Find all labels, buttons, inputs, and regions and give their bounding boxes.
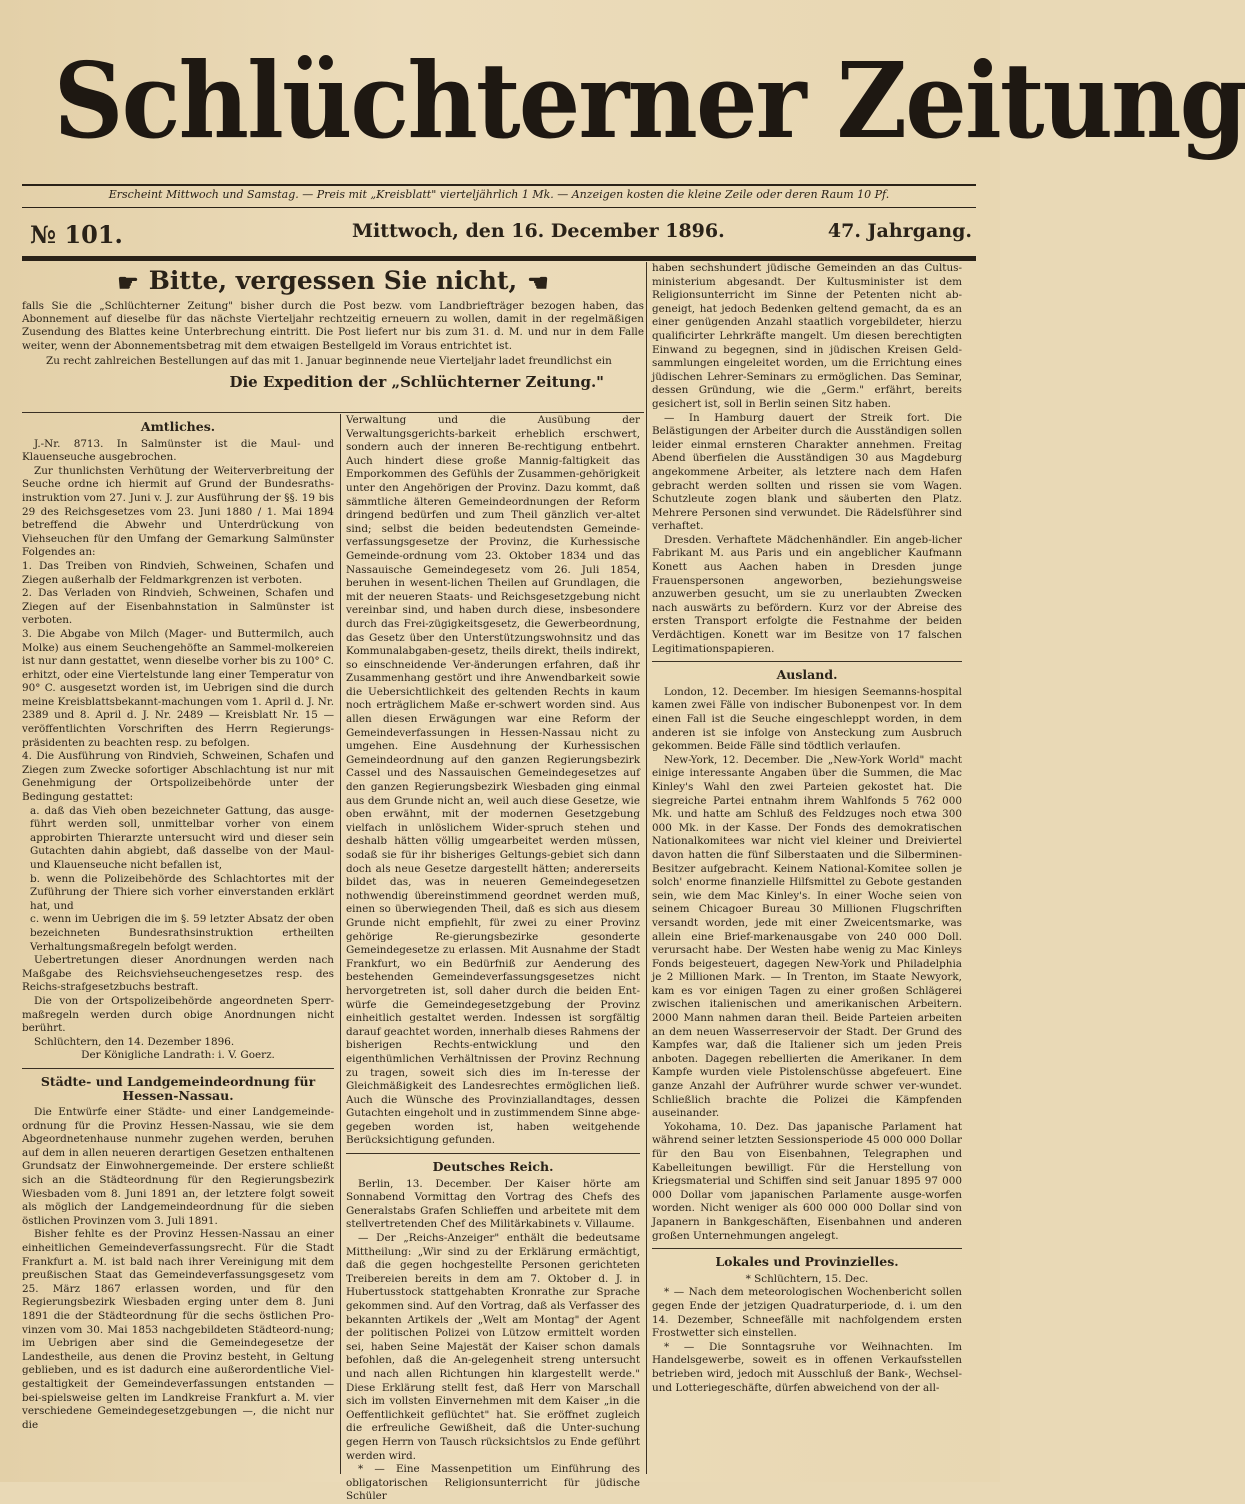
article-paragraph: New-York, 12. December. Die „New-York World" macht einige interessante Angaben über die Summen, die Mac Kinley's Wahl den zwei Parteien gekostet hat. Die siegreiche Partei entnahm ihrem Wahlfonds 5 762 000 Mk. und hatte am Schluß des Feldzuges noch etwa 300 000 Mk. in der Kasse. Der Fonds des demokratischen Nationalkomitees war nicht viel kleiner und Dreiviertel davon hatten die fünf Silberstaaten und die Silberminen-Besitzer aufgebracht. Keinem National-Komitee sollen je solch' enorme finanzielle Hilfsmittel zu Gebote gestanden sein, wie dem Mac Kinley's. In einer Woche seien von seinem Chicagoer Bureau 30 Millionen Flugschriften versandt worden, jede mit einer Zweicentsmarke, was allein eine Brief-markenausgabe von 240 000 Doll. verursacht habe. Der Westen habe wenig zu Mac Kinleys Fonds beigesteuert, dagegen New-York und Philadelphia je 2 Millionen Mark. — In Trenton, im Staate Newyork, kam es vor einigen Tagen zu einer großen Schlägerei zwischen italienischen und amerikanischen Arbeitern. 2000 Mann nahmen daran theil. Beide Parteien arbeiten an dem neuen Wasserreservoir der Stadt. Der Grund des Kampfes war, daß die Italiener sich um jeden Preis anboten. Dagegen rebellierten die Amerikaner. In dem Kampfe wurden viele Pistolenschüsse abgefeuert. Eine ganze Anzahl der Aufrührer wurde schwer ver-wundet. Schließlich brachte die Polizei die Kämpfenden auseinander. bbox=[652, 753, 962, 1120]
list-item: c. wenn im Uebrigen die im §. 59 letzter Absatz der oben bezeichneten Bundesrathsinstruktion ertheilten Verhaltungsmaßregeln befolgt werden. bbox=[30, 913, 334, 953]
section-rule bbox=[346, 1153, 640, 1154]
column-2 bbox=[346, 414, 640, 1503]
section-heading: Städte- und Landgemeindeordnung für Hessen-Nassau. bbox=[40, 1073, 316, 1103]
list-item: a. daß das Vieh oben bezeichneter Gattung, das ausge-führt werden soll, unmittelbar vorher von einem approbirten Thierarzte untersucht wird und dieser sein Gutachten dahin abgiebt, daß dasselbe von der Maul- und Klauenseuche nicht befallen ist, bbox=[30, 804, 334, 871]
list-item: 1. Das Treiben von Rindvieh, Schweinen, Schafen und Ziegen außerhalb der Feldmarkgrenzen ist verboten. bbox=[22, 559, 334, 586]
issue-number: № 101. bbox=[30, 220, 123, 249]
article-paragraph: * — Eine Massenpetition um Einführung des obligatorischen Religionsunterricht für jüdische Schüler bbox=[346, 1463, 640, 1503]
article-paragraph: J.-Nr. 8713. In Salmünster ist die Maul- und Klauenseuche ausgebrochen. bbox=[22, 437, 334, 464]
notice-rule bbox=[22, 412, 644, 413]
article-paragraph: Uebertretungen dieser Anordnungen werden nach Maßgabe des Reichsviehseuchengesetzes resp. des Reichs-strafgesetzbuchs bestraft. bbox=[22, 954, 334, 994]
notice-title-row bbox=[22, 266, 644, 298]
article-paragraph: * — Die Sonntagsruhe vor Weihnachten. Im Handelsgewerbe, soweit es in offenen Verkaufsstellen betrieben wird, jedoch mit Ausschluß der Bank-, Wechsel- und Lotteriegeschäfte, dürfen abweichend von der all- bbox=[652, 1340, 962, 1394]
article-paragraph: Die Entwürfe einer Städte- und einer Landgemeinde-ordnung für die Provinz Hessen-Nassau, wie sie dem Abgeordnetenhause nunmehr zugehen werden, beruhen auf dem in allen neueren derartigen Gesetzen enthaltenen Grundsatz der Einwohnergemeinde. Der erstere schließt sich an die Städteordnung für den Regierungsbezirk Wiesbaden vom 8. Juni 1891 an, der letztere folgt soweit als möglich der Landgemeindeordnung für die sieben östlichen Provinzen vom 3. Juli 1891. bbox=[22, 1106, 334, 1227]
article-paragraph: haben sechshundert jüdische Gemeinden an das Cultus-ministerium abgesandt. Der Kultusminister ist dem Religionsunterricht im Sinne der Petenten nicht ab-geneigt, hat jedoch Bedenken geltend gemacht, da es an einer genügenden Anzahl staatlich vorgebildeter, hierzu qualificirter Lehrkräfte mangelt. Um diesen berechtigten Einwand zu begegnen, sind in jüdischen Kreisen Geld-sammlungen eingeleitet worden, um die Errichtung eines jüdischen Lehrer-Seminars zu ermöglichen. Das Seminar, dessen Gründung, wie die „Germ." erfährt, bereits gesichert ist, soll in Berlin seinen Sitz haben. bbox=[652, 262, 962, 410]
issue-rule bbox=[22, 256, 976, 261]
section-heading: Amtliches. bbox=[140, 419, 216, 434]
pointing-hand-icon: ☚ bbox=[527, 267, 549, 297]
article-paragraph: Die von der Ortspolizeibehörde angeordneten Sperr-maßregeln werden durch obige Anordnungen nicht berührt. bbox=[22, 994, 334, 1035]
article-paragraph: * — Nach dem meteorologischen Wochenbericht sollen gegen Ende der jetzigen Quadraturperiode, d. i. um den 14. Dezember, Schneefälle mit nachfolgendem ersten Frostwetter sich einstellen. bbox=[652, 1286, 962, 1340]
notice-paragraph: Zu recht zahlreichen Bestellungen auf das mit 1. Januar beginnende neue Vierteljahr ladet freundlichst ein bbox=[46, 355, 612, 368]
subscription-notice bbox=[22, 266, 644, 391]
article-paragraph: Bisher fehlte es der Provinz Hessen-Nassau an einer einheitlichen Gemeindeverfassungsrecht. Für die Stadt Frankfurt a. M. ist bald nach ihrer Vereinigung mit dem preußischen Staat das Gemeindeverfassungsgesetz vom 25. März 1867 erlassen worden, und für den Regierungsbezirk Wiesbaden erging unter dem 8. Juni 1891 die der Städteordnung für die sechs östlichen Pro-vinzen vom 30. Mai 1853 nachgebildeten Städteord-nung; im Uebrigen aber sind die Gemeindegesetze der Landestheile, aus denen die Provinz besteht, in Geltung geblieben, und es ist dadurch eine außerordentliche Viel-gestaltigkeit der Gemeindeverfassungen entstanden — bei-spielsweise gelten im Landkreise Frankfurt a. M. vier verschiedene Gemeindegesetzgebungen —, die nicht nur die bbox=[22, 1228, 334, 1431]
subline-rule bbox=[22, 207, 976, 208]
notice-body bbox=[22, 300, 644, 369]
notice-paragraph: falls Sie die „Schlüchterner Zeitung" bisher durch die Post bezw. vom Landbriefträger bezogen haben, das Abonnement auf dieselbe für das nächste Vierteljahr rechtzeitig erneuern zu wollen, damit in der regelmäßigen Zusendung des Blattes keine Unterbrechung eintritt. Die Post liefert nur bis zum 31. d. M. und nur in dem Falle weiter, wenn der Abonnementsbetrag mit dem etwaigen Bestellgeld im Voraus entrichtet ist. bbox=[22, 299, 644, 352]
column-rule bbox=[646, 262, 647, 1474]
dateline: * Schlüchtern, 15. Dec. bbox=[745, 1272, 869, 1285]
article-paragraph: — Der „Reichs-Anzeiger" enthält die bedeutsame Mittheilung: „Wir sind zu der Erklärung ermächtigt, daß die gegen hochgestellte Personen gerichteten Treibereien bereits in dem am 7. Oktober d. J. in Hubertusstock stattgehabten Kronrathe zur Sprache gekommen sind. Auf den Vortrag, daß als Verfasser des bekannten Artikels der „Welt am Montag" der Agent der politischen Polizei von Lützow ermittelt worden sei, haben Seine Majestät der Kaiser schon damals befohlen, daß die An-gelegenheit streng untersucht und nach allen Richtungen hin klargestellt werde." Diese Erklärung stellt fest, daß Herr von Marschall sich im vollsten Einvernehmen mit dem Kaiser „in die Oeffentlichkeit geflüchtet" hat. Sie eröffnet zugleich die erfreuliche Gewißheit, daß die Unter-suchung gegen Herrn von Tausch rücksichtslos zu Ende geführt werden wird. bbox=[346, 1232, 640, 1462]
notice-signature: Die Expedition der „Schlüchterner Zeitung." bbox=[229, 372, 604, 391]
pointing-hand-icon: ☛ bbox=[117, 267, 139, 297]
section-rule bbox=[22, 1068, 334, 1069]
article-paragraph: Verwaltung und die Ausübung der Verwaltungsgerichts-barkeit erheblich erschwert, sondern auch der inneren Be-rechtigung entbehrt. Auch hindert diese große Mannig-faltigkeit das Emporkommen des Gefühls der Zusammen-gehörigkeit unter den Angehörigen der Provinz. Dazu kommt, daß sämmtliche älteren Gemeindeordnungen der Reform dringend bedürfen und zum Theil gänzlich ver-altet sind; selbst die beiden bedeutendsten Gemeinde-verfassungsgesetze der Provinz, die Kurhessische Gemeinde-ordnung vom 23. Oktober 1834 und das Nassauische Gemeindegesetz vom 26. Juli 1854, beruhen in wesent-lichen Theilen auf Grundlagen, die mit der neueren Staats- und Reichsgesetzgebung nicht vereinbar sind, und haben durch diese, insbesondere durch das Frei-zügigkeitsgesetz, die Gewerbeordnung, das Gesetz über den Unterstützungswohnsitz und das Kommunalabgaben-gesetz, theils direkt, theils indirekt, so einschneidende Ver-änderungen erfahren, daß ihr Zusammenhang gestört und ihre Anwendbarkeit sowie die Uebersichtlichkeit des geltenden Rechts in kaum noch erträglichem Maße er-schwert worden sind. Aus allen diesen Erwägungen war eine Reform der Gemeindeverfassungen in Hessen-Nassau nicht zu umgehen. Eine Ausdehnung der Kurhessischen Gemeindeordnung auf den ganzen Regierungsbezirk Cassel und des Nassauischen Gemeindegesetzes auf den ganzen Regierungsbezirk Wiesbaden ging einmal aus dem Grunde nicht an, weil auch diese Gesetze, wie oben erwähnt, mit der modernen Gesetzgebung vielfach in unlöslichem Wider-spruch stehen und deshalb hätten völlig umgearbeitet werden müssen, sodaß sie für ihr bisheriges Geltungs-gebiet sich dann doch als neue Gesetze dargestellt hätten; andererseits bildet das, was in neueren Gemeindegesetzen nothwendig übereinstimmend geordnet werden muß, einen so überwiegenden Theil, daß es sich aus diesem Grunde nicht empfiehlt, für zwei zu einer Provinz gehörige Re-gierungsbezirke gesonderte Gemeindegesetze zu erlassen. Mit Ausnahme der Stadt Frankfurt, wo ein Bedürfniß zur Aenderung des bestehenden Gemeindeverfassungsgesetzes nicht hervorgetreten ist, soll daher durch die beiden Ent-würfe die Gemeindegesetzgebung der Provinz einheitlich gestaltet werden. Indessen ist sorgfältig darauf geachtet worden, innerhalb dieses Rahmens der bisherigen Rechts-entwicklung und den eigenthümlichen Verhältnissen der Provinz Rechnung zu tragen, soweit sich dies im In-teresse der Gleichmäßigkeit des Landesrechtes ermöglichen ließ. Auch die Wünsche des Provinziallandtages, dessen Gutachten eingeholt und in zustimmendem Sinne abge-gegeben worden ist, haben weitgehende Berücksichtigung gefunden. bbox=[346, 414, 640, 1147]
list-item: 3. Die Abgabe von Milch (Mager- und Buttermilch, auch Molke) aus einem Seuchengehöfte an Sammel-molkereien ist nur dann gestattet, wenn dieselbe vorher bis zu 100° C. erhitzt, oder eine Viertelstunde lang einer Temperatur von 90° C. ausgesetzt worden ist, im Uebrigen sind die durch meine Kreisblattsbekannt-machungen vom 1. April d. J. Nr. 2389 und 8. April d. J. Nr. 2489 — Kreisblatt Nr. 15 — veröffentlichten Vorschriften des Herrn Regierungs-präsidenten zu beachten resp. zu befolgen. bbox=[22, 627, 334, 749]
notice-title: Bitte, vergessen Sie nicht, bbox=[148, 266, 518, 295]
signature: Der Königliche Landrath: i. V. Goerz. bbox=[81, 1049, 275, 1062]
masthead-title: Schlüchterner Zeitung bbox=[53, 39, 1245, 162]
section-heading: Deutsches Reich. bbox=[432, 1159, 554, 1175]
issue-bar bbox=[22, 216, 976, 252]
article-paragraph: Yokohama, 10. Dez. Das japanische Parlament hat während seiner letzten Sessionsperiode 45 000 000 Dollar für den Bau von Eisenbahnen, Telegraphen und Kabelleitungen bewilligt. Für die Herstellung von Kriegsmaterial und Schiffen sind seit Januar 1895 97 000 000 Dollar vom japanischen Parlamente ausge-worfen worden. Nicht weniger als 600 000 000 Dollar sind von Japanern in Bankgeschäften, Eisenbahnen und anderen großen Unternehmungen angelegt. bbox=[652, 1120, 962, 1242]
issue-year: 47. Jahrgang. bbox=[827, 220, 972, 242]
section-heading: Lokales und Provinzielles. bbox=[715, 1254, 899, 1270]
section-rule bbox=[652, 661, 962, 662]
column-1 bbox=[22, 414, 334, 1476]
article-paragraph: Zur thunlichsten Verhütung der Weiterverbreitung der Seuche ordne ich hiermit auf Grund der Bundesraths-instruktion vom 27. Juni v. J. zur Ausführung der §§. 19 bis 29 des Reichsgesetzes vom 23. Juni 1880 / 1. Mai 1894 betreffend die Abwehr und Unterdrückung von Viehseuchen für den Umfang der Gemarkung Salmünster Folgendes an: bbox=[22, 464, 334, 559]
article-paragraph: London, 12. December. Im hiesigen Seemanns-hospital kamen zwei Fälle von indischer Bubonenpest vor. In dem einen Fall ist die Seuche eingeschleppt worden, in dem anderen ist sie infolge von Ansteckung zum Ausbruch gekommen. Beide Fälle sind tödtlich verlaufen. bbox=[652, 685, 962, 753]
list-item: b. wenn die Polizeibehörde des Schlachtortes mit der Zuführung der Thiere sich vorher einverstanden erklärt hat, und bbox=[30, 872, 334, 912]
article-paragraph: — In Hamburg dauert der Streik fort. Die Belästigungen der Arbeiter durch die Ausständigen sollen leider einmal ernsteren Charakter annehmen. Freitag Abend überfielen die Ausständigen 30 aus Magdeburg angekommene Arbeiter, als letztere nach dem Hafen gebracht werden sollten und rissen sie vom Wagen. Schutzleute zogen blank und säuberten den Platz. Mehrere Personen sind verwundet. Die Rädelsführer sind verhaftet. bbox=[652, 411, 962, 533]
article-paragraph: Dresden. Verhaftete Mädchenhändler. Ein angeb-licher Fabrikant M. aus Paris und ein angeblicher Kaufmann Konett aus Aachen haben in Dresden junge Frauenspersonen angeworben, beziehungsweise anzuwerben gesucht, um sie zu unerlaubten Zwecken nach auswärts zu befördern. Kurz vor der Abreise des ersten Transport erfolgte die Festnahme der beiden Verdächtigen. Konett war im Besitze von 17 falschen Legitimationspapieren. bbox=[652, 533, 962, 655]
masthead-rule bbox=[22, 184, 976, 186]
section-heading: Ausland. bbox=[776, 667, 838, 683]
list-item: 4. Die Ausführung von Rindvieh, Schweinen, Schafen und Ziegen zum Zwecke sofortiger Abschlachtung ist nur mit Genehmigung der Ortspolizeibehörde unter der Bedingung gestattet: bbox=[22, 750, 334, 804]
column-rule bbox=[340, 414, 341, 1474]
list-item: 2. Das Verladen von Rindvieh, Schweinen, Schafen und Ziegen auf der Eisenbahnstation in Salmünster ist verboten. bbox=[22, 587, 334, 627]
section-rule bbox=[652, 1248, 962, 1249]
article-paragraph: Schlüchtern, den 14. Dezember 1896. bbox=[34, 1035, 235, 1048]
subscription-line: Erscheint Mittwoch und Samstag. — Preis mit „Kreisblatt" vierteljährlich 1 Mk. — Anzeigen kosten die kleine Zeile oder deren Raum 10 Pf. bbox=[108, 188, 890, 201]
issue-date: Mittwoch, den 16. December 1896. bbox=[352, 220, 725, 242]
article-paragraph: Berlin, 13. December. Der Kaiser hörte am Sonnabend Vormittag den Vortrag des Chefs des Generalstabs Grafen Schlieffen und arbeitete mit dem stellvertretenden Chef des Militärkabinets v. Villaume. bbox=[346, 1177, 640, 1231]
column-3 bbox=[652, 262, 962, 1476]
